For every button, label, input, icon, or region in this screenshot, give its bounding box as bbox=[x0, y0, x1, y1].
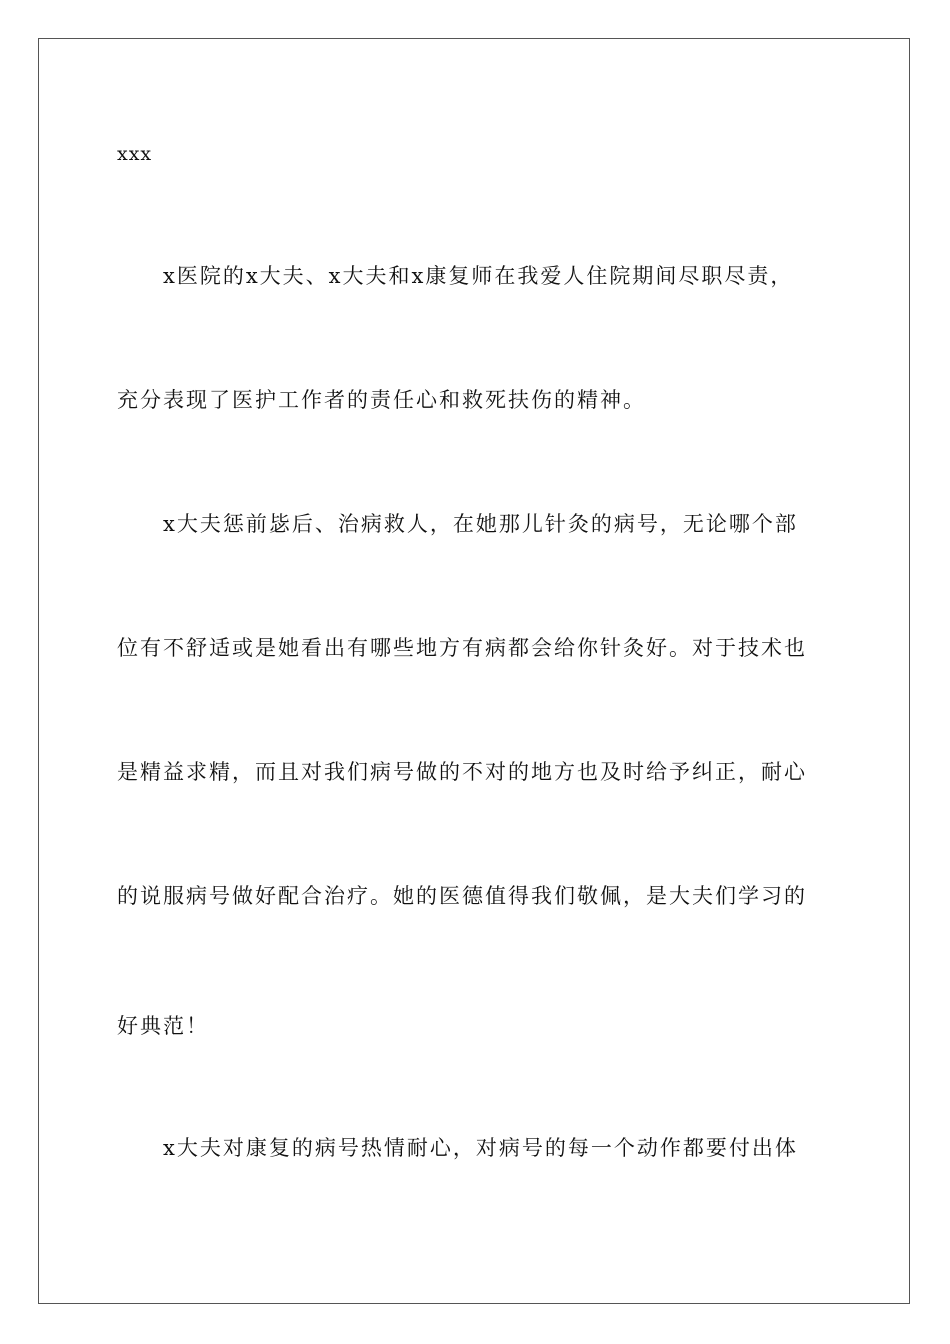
paragraph-1-line-1: x医院的x大夫、x大夫和x康复师在我爱人住院期间尽职尽责， bbox=[163, 264, 794, 288]
paragraph-2-line-4: 的说服病号做好配合治疗。她的医德值得我们敬佩，是大夫们学习的 bbox=[117, 884, 807, 908]
paragraph-3-line-1: x大夫对康复的病号热情耐心，对病号的每一个动作都要付出体 bbox=[163, 1136, 798, 1160]
paragraph-2-line-1: x大夫惩前毖后、治病救人，在她那儿针灸的病号，无论哪个部 bbox=[163, 512, 798, 536]
paragraph-2-line-3: 是精益求精，而且对我们病号做的不对的地方也及时给予纠正，耐心 bbox=[117, 760, 807, 784]
document-heading: xxx bbox=[117, 143, 153, 165]
paragraph-2-line-5: 好典范！ bbox=[117, 1014, 209, 1038]
paragraph-1-line-2: 充分表现了医护工作者的责任心和救死扶伤的精神。 bbox=[117, 388, 646, 412]
page-border bbox=[38, 38, 910, 1304]
paragraph-2-line-2: 位有不舒适或是她看出有哪些地方有病都会给你针灸好。对于技术也 bbox=[117, 636, 807, 660]
